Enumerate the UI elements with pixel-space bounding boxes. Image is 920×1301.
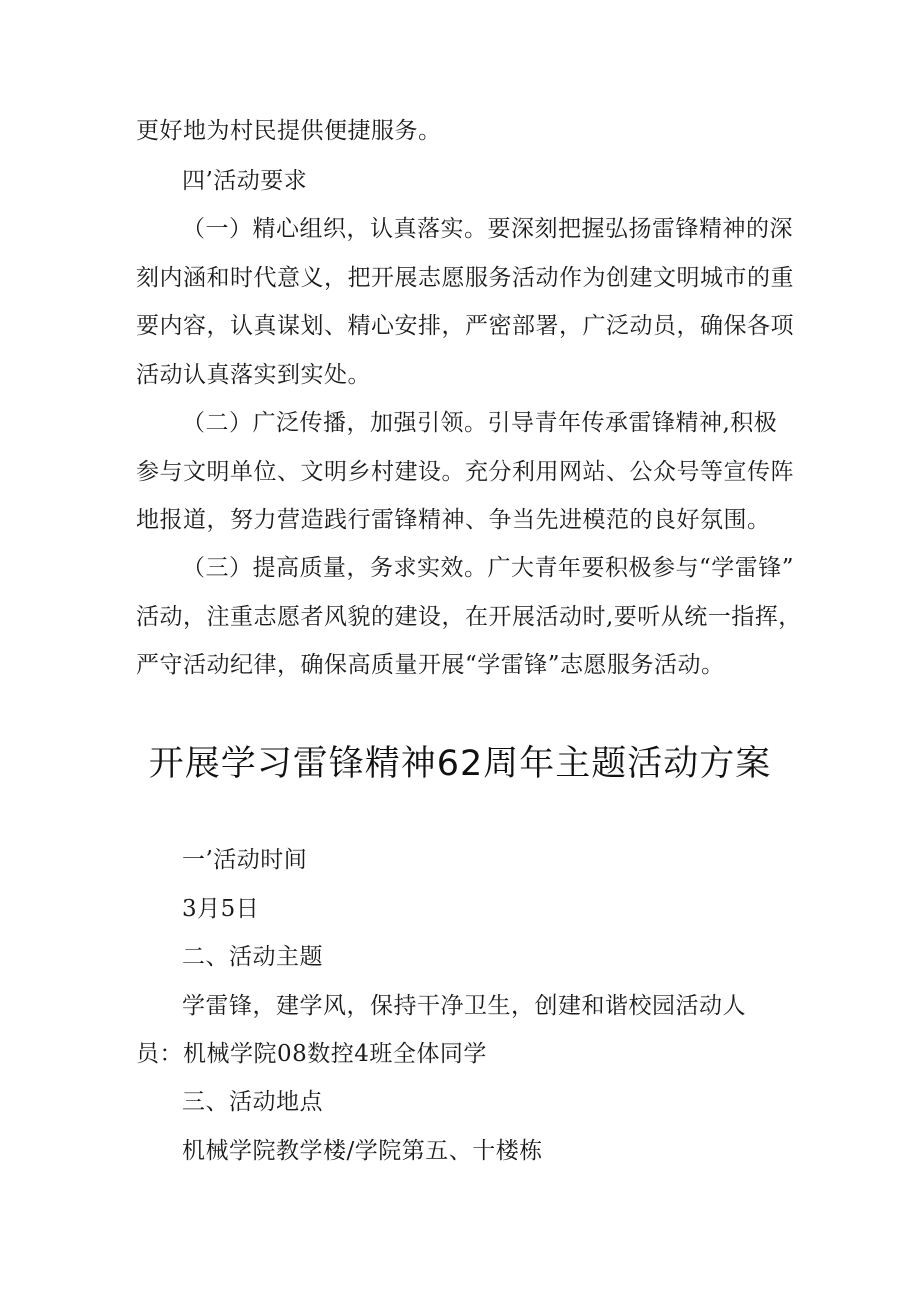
section-heading-place: 三、活动地点 [182, 1089, 323, 1115]
requirement-1-line-3: 要内容，认真谋划、精心安排，严密部署，广泛动员，确保各项 [136, 313, 794, 339]
paragraph-tail-line: 更好地为村民提供便捷服务。 [136, 118, 442, 144]
activity-date: 3月5日 [182, 896, 260, 922]
requirement-2-line-1: （二）广泛传播，加强引领。引导青年传承雷锋精神,积极 [182, 410, 778, 436]
activity-place: 机械学院教学楼/学院第五、十楼栋 [182, 1138, 543, 1164]
requirement-1-line-1: （一）精心组织，认真落实。要深刻把握弘扬雷锋精神的深 [182, 216, 793, 242]
requirement-3-line-1: （三）提高质量，务求实效。广大青年要积极参与“学雷锋” [182, 555, 795, 581]
section-heading-requirements: 四’活动要求 [182, 168, 308, 194]
requirement-3-line-3: 严守活动纪律，确保高质量开展“学雷锋”志愿服务活动。 [136, 652, 725, 678]
requirement-2-line-2: 参与文明单位、文明乡村建设。充分利用网站、公众号等宣传阵 [136, 459, 794, 485]
requirement-1-line-2: 刻内涵和时代意义，把开展志愿服务活动作为创建文明城市的重 [136, 265, 794, 291]
theme-line-1: 学雷锋，建学风，保持干净卫生，创建和谐校园活动人 [182, 993, 746, 1019]
requirement-1-line-4: 活动认真落实到实处。 [136, 362, 371, 388]
document-title: 开展学习雷锋精神62周年主题活动方案 [148, 744, 772, 784]
requirement-2-line-3: 地报道，努力营造践行雷锋精神、争当先进模范的良好氛围。 [136, 507, 771, 533]
section-heading-time: 一’活动时间 [182, 847, 308, 873]
theme-line-2: 员：机械学院08数控4班全体同学 [136, 1041, 487, 1067]
section-heading-theme: 二、活动主题 [182, 944, 323, 970]
requirement-3-line-2: 活动，注重志愿者风貌的建设，在开展活动时,要听从统一指挥， [136, 604, 802, 630]
